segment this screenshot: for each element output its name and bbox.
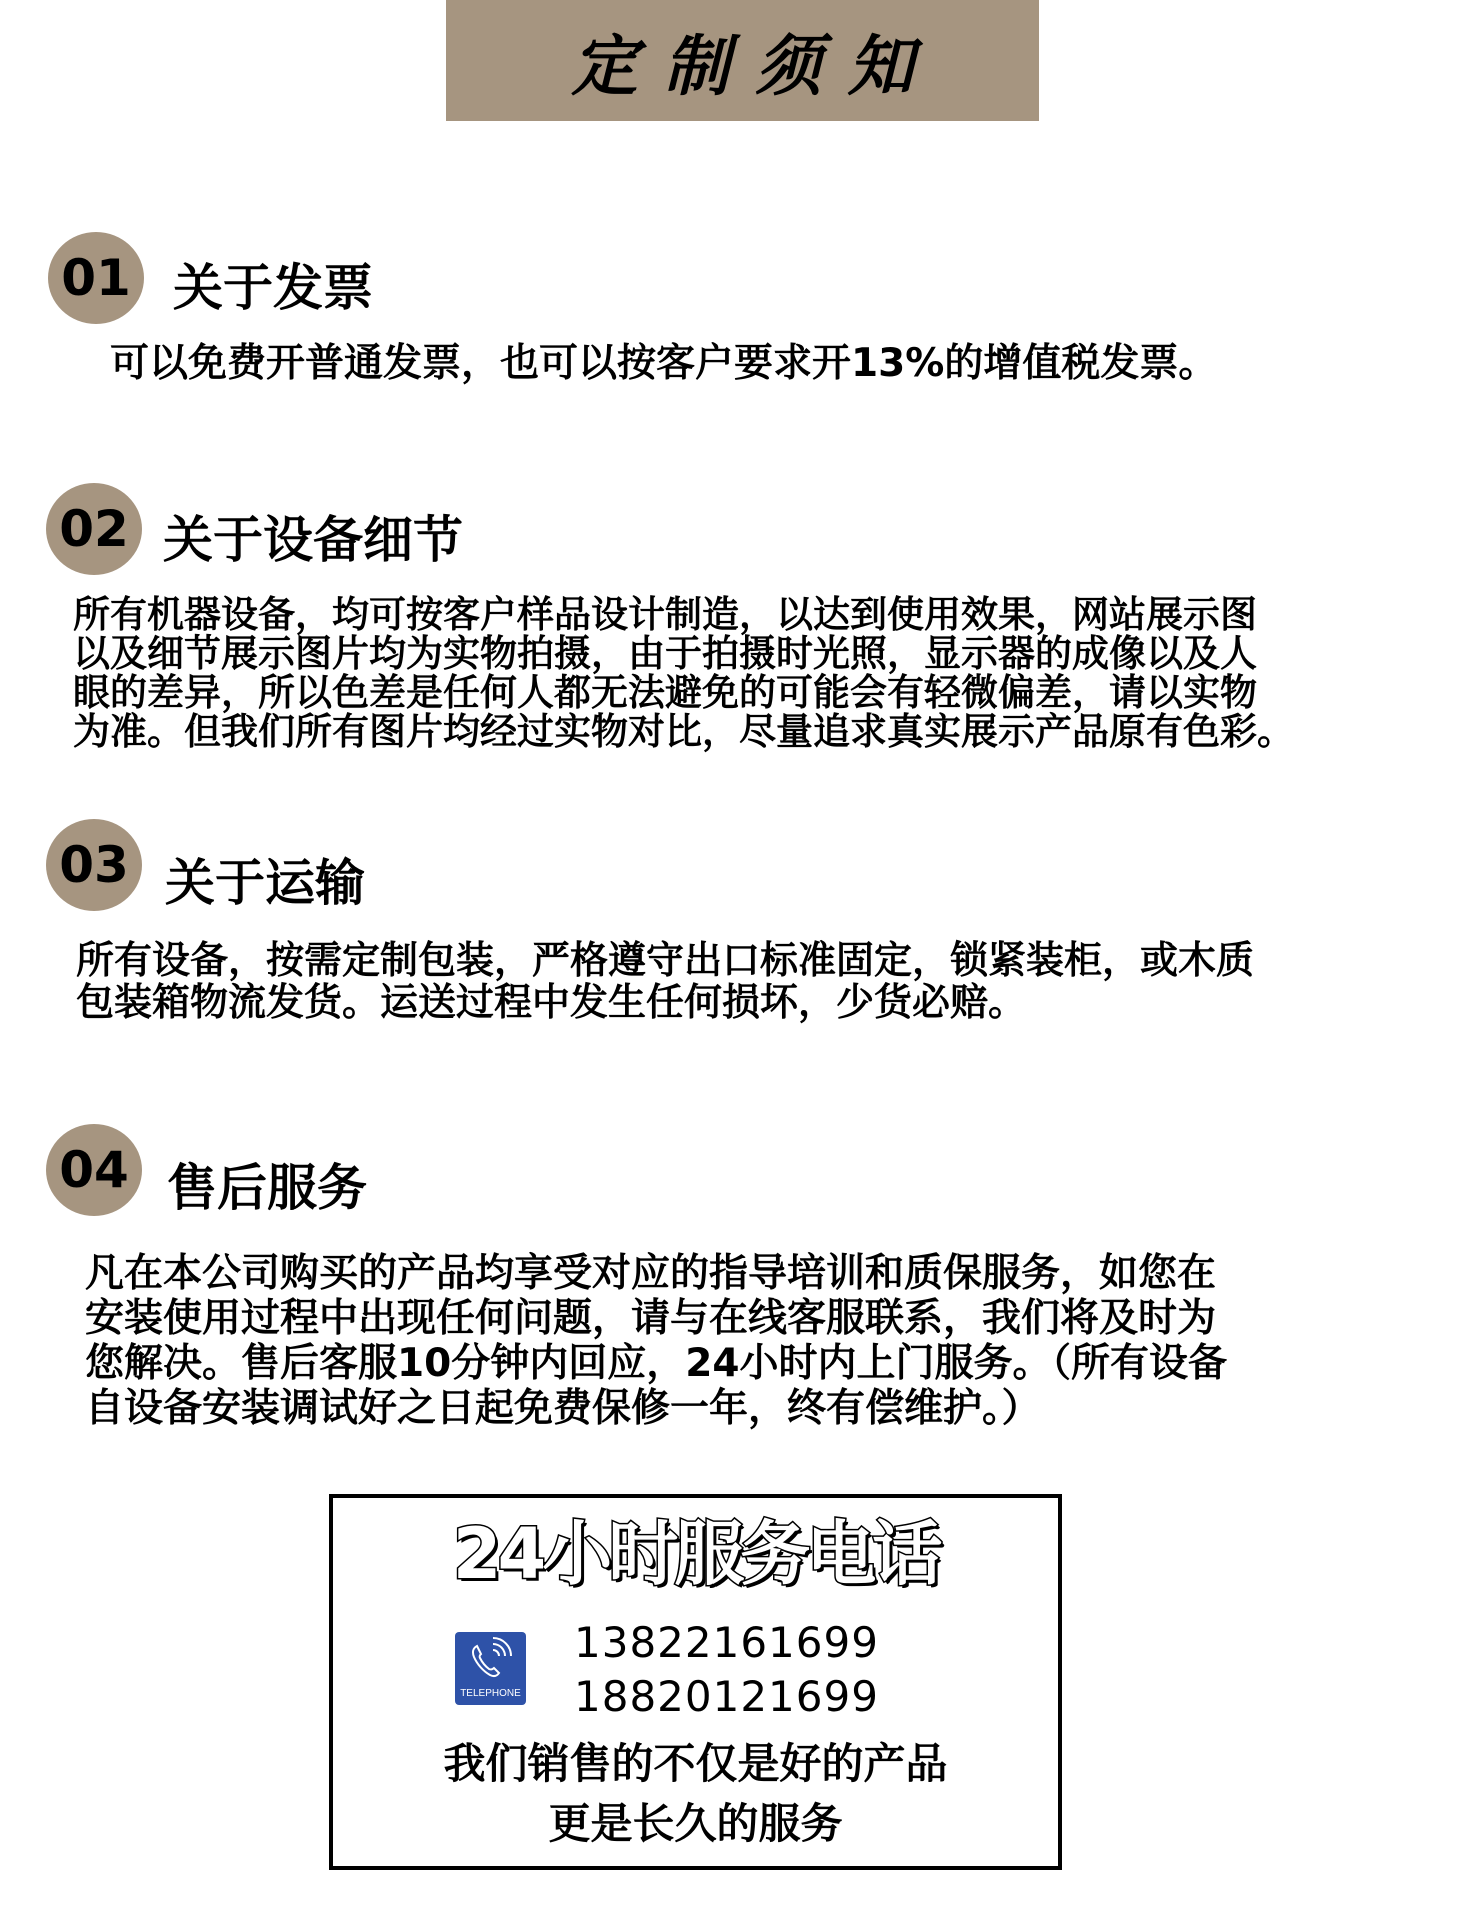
- body-line: 为准。但我们所有图片均经过实物对比，尽量追求真实展示产品原有色彩。: [73, 710, 1294, 753]
- section-number-badge: 04: [46, 1124, 142, 1216]
- telephone-label: TELEPHONE: [460, 1688, 521, 1699]
- section-body: [110, 341, 1218, 386]
- page-title: 定制须知: [571, 27, 940, 105]
- section-body: [73, 595, 1294, 751]
- slogan-line: 更是长久的服务: [548, 1799, 843, 1848]
- body-line: 以及细节展示图片均为实物拍摄，由于拍摄时光照，显示器的成像以及人: [73, 632, 1257, 675]
- section-heading: 关于运输: [165, 854, 365, 912]
- telephone-icon: [455, 1632, 526, 1705]
- slogan-line: 我们销售的不仅是好的产品: [443, 1739, 948, 1788]
- section-body: [76, 939, 1254, 1023]
- body-line: 包装箱物流发货。运送过程中发生任何损坏，少货必赔。: [76, 980, 1027, 1024]
- body-line: 所有设备，按需定制包装，严格遵守出口标准固定，锁紧装柜，或木质: [76, 938, 1255, 982]
- body-line: 凡在本公司购买的产品均享受对应的指导培训和质保服务，如您在: [85, 1251, 1217, 1296]
- body-line: 您解决。售后客服10分钟内回应，24小时内上门服务。（所有设备: [85, 1341, 1228, 1386]
- body-line: 可以免费开普通发票，也可以按客户要求开13%的增值税发票。: [110, 341, 1218, 386]
- phone-number[interactable]: 18820121699: [574, 1672, 879, 1721]
- section-body: [85, 1251, 1227, 1431]
- phone-number[interactable]: 13822161699: [574, 1618, 879, 1667]
- section-heading: 关于设备细节: [163, 511, 463, 569]
- service-hotline-box: [329, 1494, 1062, 1870]
- body-line: 所有机器设备，均可按客户样品设计制造，以达到使用效果，网站展示图: [73, 593, 1257, 636]
- service-title: 24小时服务电话: [452, 1513, 939, 1595]
- section-number-badge: 03: [46, 819, 142, 911]
- body-line: 安装使用过程中出现任何问题，请与在线客服联系，我们将及时为: [85, 1296, 1217, 1341]
- body-line: 眼的差异，所以色差是任何人都无法避免的可能会有轻微偏差，请以实物: [73, 671, 1257, 714]
- section-heading: 售后服务: [167, 1159, 367, 1217]
- section-number-badge: 01: [48, 232, 144, 324]
- section-number-badge: 02: [46, 483, 142, 575]
- body-line: 自设备安装调试好之日起免费保修一年，终有偿维护。）: [85, 1386, 1041, 1431]
- title-banner: [446, 0, 1039, 121]
- section-heading: 关于发票: [173, 259, 373, 317]
